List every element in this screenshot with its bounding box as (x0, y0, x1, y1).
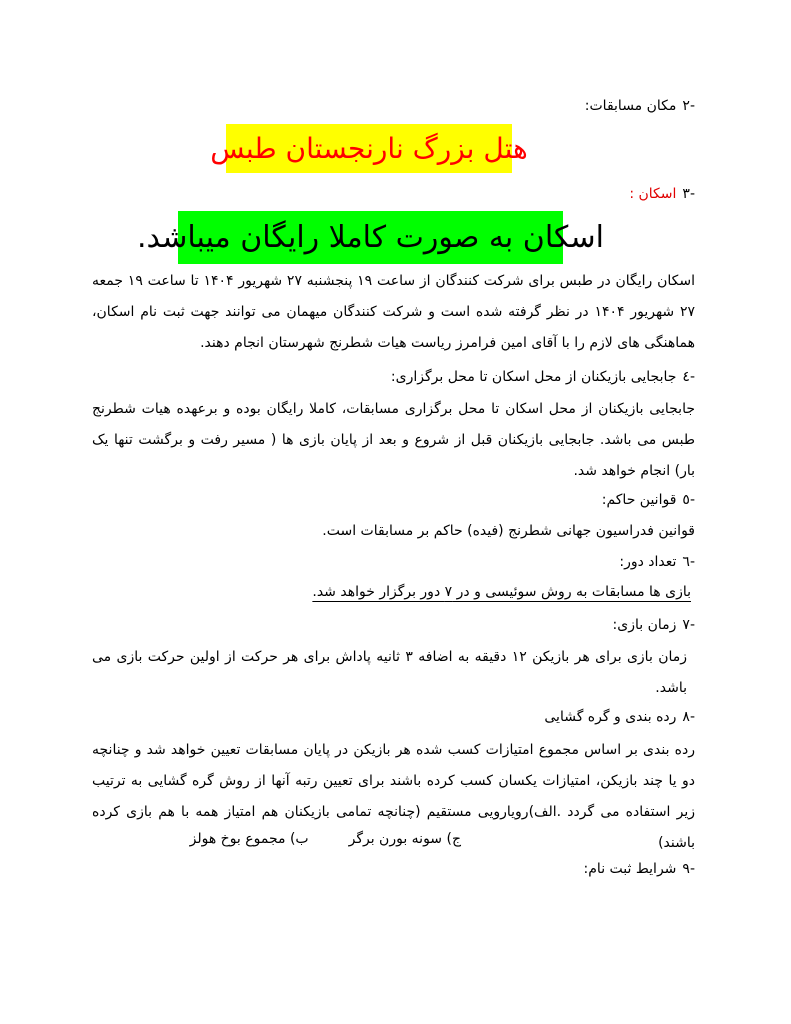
rules-paragraph: قوانین فدراسیون جهانی شطرنج (فیده) حاکم بر مسابقات است. (322, 523, 695, 539)
section-5-heading (602, 490, 695, 510)
section-title: تعداد دور: (619, 554, 677, 570)
ranking-paragraph: رده بندی بر اساس مجموع امتیازات کسب شده هر بازیکن در پایان مسابقات تعیین خواهد شد و چنانچه دو یا چند بازیکن، امتیازات یکسان کسب کرده باشند برای تعیین رتبه آنها از روش گره گشایی به ترتیب زیر استفاده می گردد .الف)رویارویی مستقیم (چنانچه تمامی بازیکنان هم امتیاز همه با هم بازی کرده باشند) (92, 742, 695, 851)
section-number: -٧ (682, 617, 695, 633)
section-9-heading (584, 859, 695, 879)
section-title: مکان مسابقات: (584, 98, 677, 114)
venue-name: هتل بزرگ نارنجستان طبس (210, 132, 528, 165)
venue-highlight (210, 124, 528, 173)
section-8-heading (544, 707, 695, 727)
section-number: -٥ (682, 492, 695, 508)
tiebreak-b: ب) مجموع بوخ هولز (189, 831, 309, 847)
lodging-paragraph: اسکان رایگان در طبس برای شرکت کنندگان از ساعت ۱۹ پنجشنبه ۲۷ شهریور ۱۴۰۴ تا ساعت ۱۹ جمعه ۲۷ شهریور ۱۴۰۴ در نظر گرفته شده است و شرکت کنندگان میهمان می توانند جهت ثبت نام اسکان، هماهنگی های لازم را با آقای امین فرامرز ریاست هیات شطرنج شهرستان انجام دهند. (92, 273, 695, 351)
section-title: قوانین حاکم: (601, 492, 677, 508)
section-number: -۳ (682, 186, 695, 202)
section-title: رده بندی و گره گشایی (544, 709, 677, 725)
section-7-heading (613, 615, 695, 635)
time-paragraph: زمان بازی برای هر بازیکن ۱۲ دقیقه به اضافه ۳ ثانیه پاداش برای هر حرکت از اولین حرکت بازی می باشد. (92, 649, 688, 696)
section-title: اسکان (638, 186, 677, 202)
section-number: -٤ (682, 369, 695, 385)
section-number: -٦ (682, 554, 695, 570)
transport-paragraph: جابجایی بازیکنان از محل اسکان تا محل برگزاری مسابقات، کاملا رایگان بوده و برعهده هیات شطرنج طبس می باشد. جابجایی بازیکنان قبل از شروع و بعد از پایان بازی ها ( مسیر رفت و برگشت تنها یک بار) انجام خواهد شد. (92, 401, 695, 479)
lodging-highlight (136, 211, 605, 264)
section-title-colon: : (629, 186, 639, 202)
section-title: جابجایی بازیکنان از محل اسکان تا محل برگزاری: (390, 369, 677, 385)
section-3-heading (629, 184, 695, 204)
section-number: -۹ (682, 861, 695, 877)
lodging-banner: اسکان به صورت کاملا رایگان میباشد. (136, 220, 605, 255)
rounds-paragraph: بازی ها مسابقات به روش سوئیسی و در ۷ دور برگزار خواهد شد. (312, 584, 691, 600)
section-title: زمان بازی: (612, 617, 677, 633)
section-number: -٨ (682, 709, 695, 725)
section-6-heading (619, 552, 695, 572)
section-2-heading (585, 96, 695, 116)
tiebreak-c: ج) سونه بورن برگر (348, 831, 461, 847)
section-4-heading (391, 367, 695, 387)
section-number: -۲ (682, 98, 695, 114)
section-title: شرایط ثبت نام: (583, 861, 677, 877)
tiebreak-options (150, 828, 461, 850)
